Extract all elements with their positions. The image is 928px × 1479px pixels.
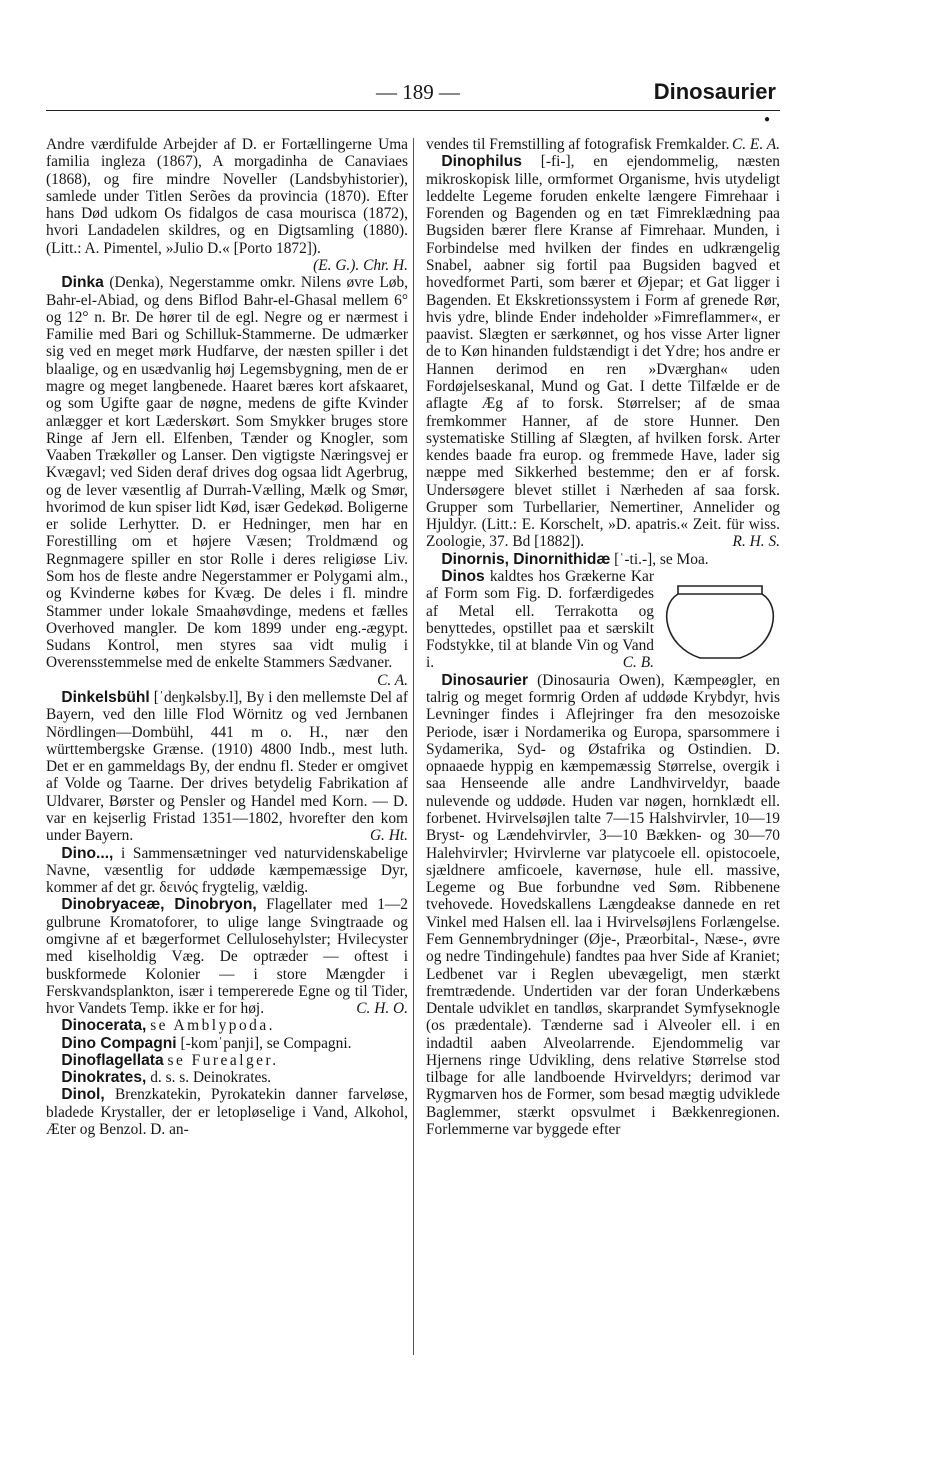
entry-dinol: Dinol, Brenzkatekin, Pyrokatekin danner farveløse, bladede Krystaller, der er letopløselige i Vand, Alkohol, Æter og Benzol. D. an- <box>46 1086 408 1139</box>
entry-continuation: vendes til Fremstilling af fotografisk Fremkalder. C. E. A. <box>426 136 780 153</box>
entry-dinosaurier: Dinosaurier (Dinosauria Owen), Kæmpeøgler, en talrig og meget formrig Orden af uddøde Krybdyr, hvis Levninger findes i Aflejringer fra den mesozoiske Periode, især i Nordamerika og Europa, sparsommere i Sydamerika, Syd- og Østafrika og Ostindien. D. opnaaede hyppig en kæmpemæssig Størrelse, overgik i saa Henseende alle andre Landhvirveldyr, baade nulevende og uddøde. Huden var nøgen, hornklædt ell. forbenet. Hvirvelsøjlen talte 7—15 Halshvirvler, 10—19 Bryst- og Lændehvirvler, 3—10 Bækken- og 30—70 Halehvirvler; Hvirvlerne var platycoele ell. opistocoele, sjældnere amficoele, kavernøse, hule ell. massive, Legeme og Bue forbundne ved Søm. Ribbenene tvehovede. Hovedskallens Længdeakse dannede en ret Vinkel med Halsen ell. laa i Hvirvelsøjlens Forlængelse. Fem Gennembrydninger (Øje-, Præorbital-, Næse-, øvre og nedre Tindingehule) fandtes paa hver Side af Kraniet; Ledbenet var i Reglen ubevægeligt, men stærkt fremtrædende. Undertiden var der foran Underkæbens Dentale udviklet en tandløs, skarprandet Symfyseknogle (os prædentale). Tænderne sad i Alveoler ell. i en indadtil aaben Alveolarrende. Ejendommelig var Hjernens ringe Udvikling, dens relative Størrelse stod tilbage for alle landboende Hvirveldyrs; derimod var Rygmarven hos de Former, som besad mægtig udviklede Baglemmer, stærkt opsvulmet i Bækkenregionen. Forlemmerne var byggede efter <box>426 671 780 1139</box>
bullet-mark: ● <box>764 114 771 125</box>
entry-dino-compagni: Dino Compagni [-komˈpanji], se Compagni. <box>61 1034 352 1052</box>
dinos-vessel-figure <box>660 572 780 664</box>
entry-dinkelsbuhl: Dinkelsbühl [ˈdeŋkəlsby.l], By i den mellemste Del af Bayern, ved den lille Flod Wörnitz og ved Jernbanen Nördlingen—Dombühl, 441 m o. H., nær den württembergske Grænse. (1910) 4800 Indb., mest luth. Det er en gammeldags By, der endnu fl. Steder er omgivet af Volde og Taarne. Der drives betydelig Fabrikation af Uldvarer, Børster og Pensler og Handel med Korn. — D. var en kejserlig Fristad 1351—1802, hvorefter den kom under Bayern. G. Ht. <box>46 689 408 845</box>
header-rule <box>46 110 780 111</box>
entry-dinos: Dinos kaldtes hos Grækerne Kar af Form som Fig. D. forfærdigedes af Metal ell. Terrakotta og benyttedes, opstillet paa et særskilt Fodstykke, til at blande Vin og Vand i. C. B. <box>426 568 780 672</box>
entry-dinoflagellata: Dinoflagellata se Furealger. <box>61 1051 279 1069</box>
entry-dinocerata: Dinocerata, se Amblypoda. <box>61 1017 276 1035</box>
entry-dinobryaceae: Dinobryaceæ, Dinobryon, Flagellater med 1—2 gulbrune Kromatoforer, to ulige lange Svingtraade og omgivne af et bægerformet Cellulosehylster; Hvilecyster med kiselholdig Væg. De optræder — oftest i buskformede Kolonier — i store Mængder i Ferskvandsplankton, især i tempererede Egne og til Tider, hvor Vandets Temp. ikke er for høj. C. H. O. <box>46 896 408 1018</box>
page-header <box>46 79 780 125</box>
entry-paragraph: Andre værdifulde Arbejder af D. er Fortællingerne Uma familia ingleza (1867), A morgadinha de Canaviaes (1868), og fire mindre Noveller (Landsbyhistorier), samlede under Titlen Serões da provincia (1870). Efter hans Død udkom Os fidalgos de casa mourisca (1872), hvori Landadelen skildres, og en Digtsamling (1880). (Litt.: A. Pimentel, »Julio D.« [Porto 1872]). (E. G.). Chr. H. <box>46 136 408 274</box>
left-column <box>46 136 408 1138</box>
entry-dinka: Dinka (Denka), Negerstamme omkr. Nilens øvre Løb, Bahr-el-Abiad, og dens Biflod Bahr-el-Ghasal mellem 6° og 12° n. Br. De hører til de egl. Negre og er nærmest i Familie med Bari og Schilluk-Stammerne. De udmærker sig ved en meget mørk Hudfarve, der næsten spiller i det blaalige, og en usædvanlig høj Legemsbygning, men de er magre og meget langbenede. Haaret bæres kort afskaaret, og som Ugifte gaar de nøgne, medens de gifte Kvinder anlægger et kort Læderskørt. Som Smykker bruges store Ringe af Jern ell. Elfenben, Tænder og Knogler, som Vaaben Trækøller og Lanser. Den vigtigste Næringsvej er Kvægavl; ved Siden deraf drives dog ogsaa lidt Agerbrug, og de lever væsentlig af Durrah-Vælling, Mælk og Smør, hvorimod de kun spiser lidt Kød, især Gedekød. Boligerne er solide Lerhytter. D. er Hedninger, men har en Forestilling om et højere Væsen; Troldmænd og Regnmagere spiller en stor Rolle i deres religiøse Liv. Som hos de fleste andre Negerstammer er Polygami alm., og Kvinderne købes for Kvæg. De deles i fl. mindre Stammer under lokale Smaahøvdinge, medens et fælles Overhoved mangler. De kom 1899 under eng.-ægypt. Sudans Kontrol, men styres saa vidt mulig i Overensstemmelse med de enkelte Stammers Sædvaner. C. A. <box>46 274 408 689</box>
entry-dinokrates: Dinokrates, d. s. s. Deinokrates. <box>61 1069 272 1087</box>
page-number: — 189 — <box>376 80 460 104</box>
right-column <box>426 136 780 1138</box>
entry-dinornis: Dinornis, Dinornithidæ [ˈ-ti.-], se Moa. <box>441 550 709 568</box>
running-head: Dinosaurier <box>653 79 776 104</box>
column-divider <box>413 138 414 1355</box>
entry-dinophilus: Dinophilus [-fi-], en ejendommelig, næsten mikroskopisk lille, ormformet Organisme, hvis utydeligt leddelte Legeme foruden enkelte længere Fimrehaar i Forenden og Bagenden og en tæt Fimreklædning paa Bugsiden bærer flere Kranse af Fimrehaar. Munden, i Forbindelse med hvilken der findes en udkrængelig Snabel, aabner sig fortil paa Bugsiden bagved et hovedformet Parti, som bærer et Øjepar; et Gat ligger i Bagenden. Et Ekskretionssystem i Form af grenede Rør, hvis ydre, blinde Ender indeholder »Fimreflammer«, er paavist. Slægten er særkønnet, og hos visse Arter ligner de to Køn hinanden fuldstændigt i det Ydre; hos andre er Hannen derimod en ren »Dværghan« uden Fordøjelseskanal, Mund og Gat. I dette Tilfælde er de aflagte Æg af to forsk. Størrelser; af de smaa fremkommer Hanner, af de store Hunner. Den systematiske Stilling af Slægten, af hvilken forsk. Arter kendes baade fra europ. og fremmede Have, lader sig næppe med Sikkerhed bestemme; den er af forsk. Undersøgere blevet stillet i Nærheden af saa forsk. Grupper som Turbellarier, Nemertiner, Annelider og Hjuldyr. (Litt.: E. Korschelt, »D. apatris.« Zeit. für wiss. Zoologie, 37. Bd [1882]). R. H. S. <box>426 153 780 551</box>
entry-dino: Dino..., i Sammensætninger ved naturvidenskabelige Navne, væsentlig for uddøde kæmpemæssige Dyr, kommer af det gr. δεινός frygtelig, vældig. <box>46 844 408 897</box>
